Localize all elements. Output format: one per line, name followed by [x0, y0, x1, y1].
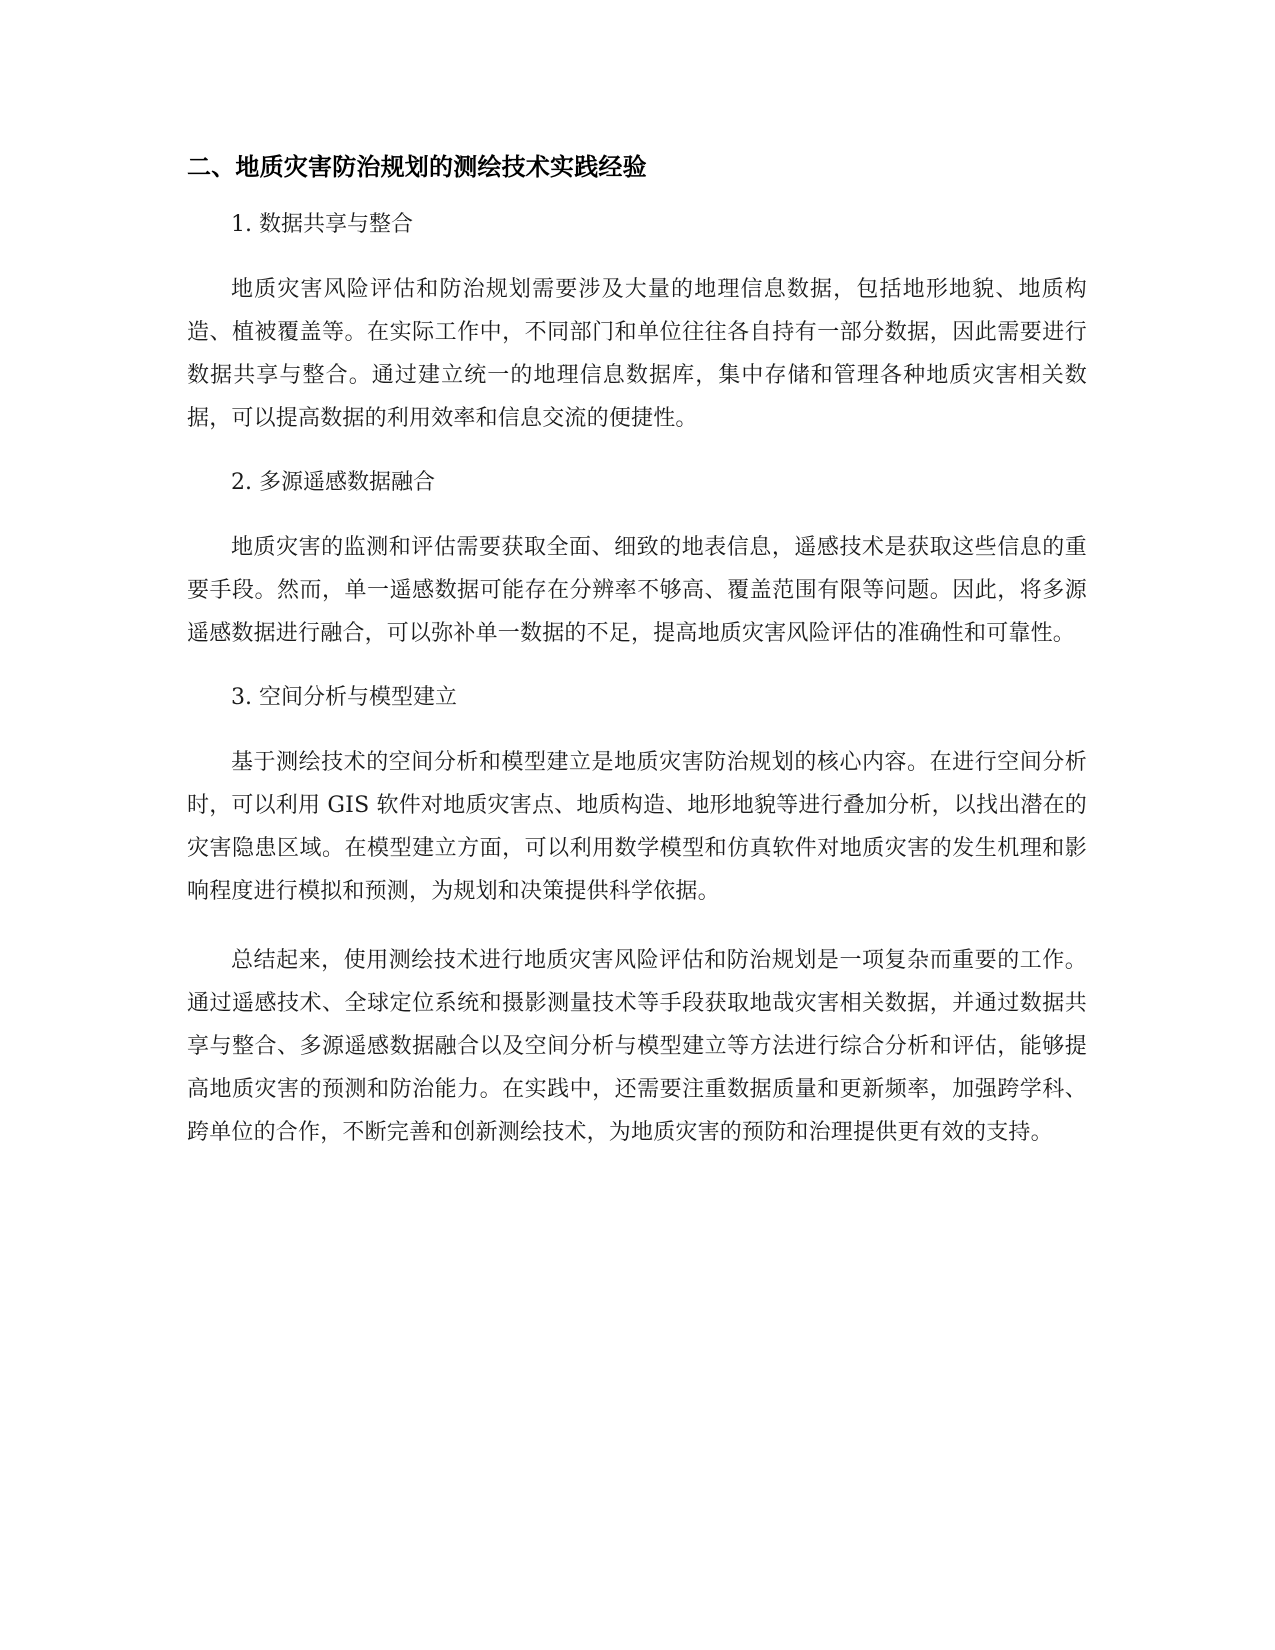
- subheading-data-sharing: 1. 数据共享与整合: [231, 212, 413, 237]
- paragraph-remote-sensing-fusion: 地质灾害的监测和评估需要获取全面、细致的地表信息，遥感技术是获取这些信息的重要手段。然而，单一遥感数据可能存在分辨率不够高、覆盖范围有限等问题。因此，将多源遥感数据进行融合，可以弥补单一数据的不足，提高地质灾害风险评估的准确性和可靠性。: [187, 535, 1087, 646]
- summary-paragraph: 总结起来，使用测绘技术进行地质灾害风险评估和防治规划是一项复杂而重要的工作。通过遥感技术、全球定位系统和摄影测量技术等手段获取地哉灾害相关数据，并通过数据共享与整合、多源遥感数据融合以及空间分析与模型建立等方法进行综合分析和评估，能够提高地质灾害的预测和防治能力。在实践中，还需要注重数据质量和更新频率，加强跨学科、跨单位的合作，不断完善和创新测绘技术，为地质灾害的预防和治理提供更有效的支持。: [187, 948, 1087, 1145]
- paragraph-spatial-analysis: 基于测绘技术的空间分析和模型建立是地质灾害防治规划的核心内容。在进行空间分析时，可以利用 GIS 软件对地质灾害点、地质构造、地形地貌等进行叠加分析，以找出潜在的灾害隐患区域。在模型建立方面，可以利用数学模型和仿真软件对地质灾害的发生机理和影响程度进行模拟和预测，为规划和决策提供科学依据。: [187, 750, 1087, 904]
- subheading-spatial-analysis: 3. 空间分析与模型建立: [231, 685, 457, 710]
- document-body: [187, 150, 1087, 1180]
- section-heading: 二、地质灾害防治规划的测绘技术实践经验: [187, 153, 647, 181]
- paragraph-data-sharing: 地质灾害风险评估和防治规划需要涉及大量的地理信息数据，包括地形地貌、地质构造、植被覆盖等。在实际工作中，不同部门和单位往往各自持有一部分数据，因此需要进行数据共享与整合。通过建立统一的地理信息数据库，集中存储和管理各种地质灾害相关数据，可以提高数据的利用效率和信息交流的便捷性。: [187, 277, 1087, 431]
- subheading-remote-sensing-fusion: 2. 多源遥感数据融合: [231, 470, 435, 495]
